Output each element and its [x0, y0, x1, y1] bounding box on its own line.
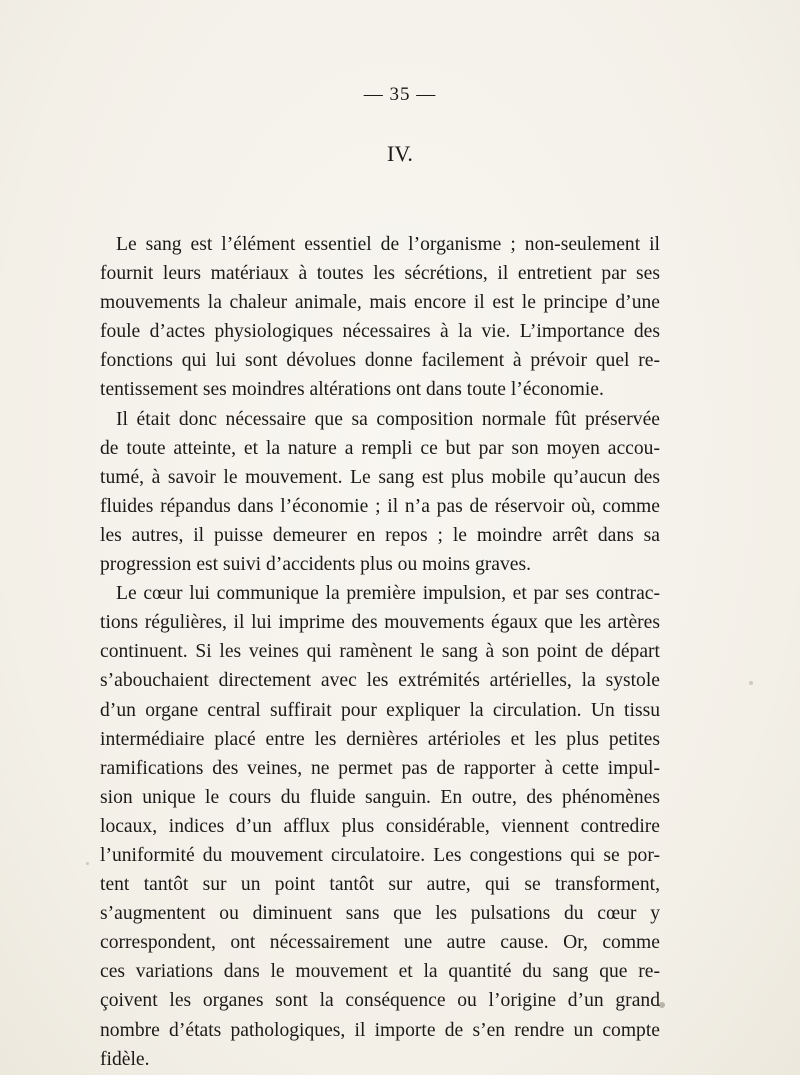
text-line: l’uniformité du mouvement circulatoire. Les congestions qui se por- [100, 844, 660, 866]
ink-speck [749, 681, 753, 685]
text-line: les autres, il puisse demeurer en repos ; le moindre arrêt dans sa [100, 524, 660, 546]
text-line: progression est suivi d’accidents plus ou moins graves. [100, 554, 531, 576]
text-line: de toute atteinte, et la nature a rempli ce but par son moyen accou- [100, 437, 660, 459]
text-line: fidèle. [100, 1048, 150, 1070]
text-line: sion unique le cours du fluide sanguin. En outre, des phénomènes [100, 786, 660, 808]
page-number: — 35 — [363, 84, 437, 105]
text-line: foule d’actes physiologiques nécessaires à la vie. L’importance des [100, 321, 660, 343]
text-line: intermédiaire placé entre les dernières artérioles et les plus petites [100, 728, 660, 750]
chapter-heading: IV. [387, 141, 413, 166]
text-line: fournit leurs matériaux à toutes les sécrétions, il entretient par ses [100, 263, 660, 285]
text-line: continuent. Si les veines qui ramènent le sang à son point de départ [100, 641, 660, 663]
text-line: s’augmentent ou diminuent sans que les pulsations du cœur y [100, 903, 660, 925]
text-line: ramifications des veines, ne permet pas de rapporter à cette impul- [100, 757, 660, 779]
text-line: tions régulières, il lui imprime des mouvements égaux que les artères [100, 612, 660, 634]
text-line: fluides répandus dans l’économie ; il n’a pas de réservoir où, comme [100, 495, 660, 517]
text-line: s’abouchaient directement avec les extrémités artérielles, la systole [100, 670, 660, 692]
text-line: correspondent, ont nécessairement une autre cause. Or, comme [100, 932, 660, 954]
text-line: d’un organe central suffirait pour expliquer la circulation. Un tissu [100, 699, 660, 721]
text-line: ces variations dans le mouvement et la quantité du sang que re- [100, 961, 660, 983]
text-line: Il était donc nécessaire que sa composition normale fût préservée [116, 408, 660, 430]
text-line: Le cœur lui communique la première impulsion, et par ses contrac- [116, 583, 660, 605]
text-line: tumé, à savoir le mouvement. Le sang est plus mobile qu’aucun des [100, 466, 660, 488]
ink-speck [86, 862, 89, 865]
text-line: locaux, indices d’un afflux plus considérable, viennent contredire [100, 815, 660, 837]
text-line: nombre d’états pathologiques, il importe de s’en rendre un compte [100, 1019, 660, 1041]
text-line: Le sang est l’élément essentiel de l’organisme ; non-seulement il [116, 234, 660, 255]
text-line: çoivent les organes sont la conséquence ou l’origine d’un grand [100, 990, 660, 1012]
body-text [100, 230, 660, 1074]
text-line: mouvements la chaleur animale, mais encore il est le principe d’une [100, 292, 660, 314]
text-line: fonctions qui lui sont dévolues donne facilement à prévoir quel re- [100, 350, 660, 372]
text-line: tent tantôt sur un point tantôt sur autre, qui se transforment, [100, 874, 660, 896]
text-line: tentissement ses moindres altérations ont dans toute l’économie. [100, 379, 604, 401]
